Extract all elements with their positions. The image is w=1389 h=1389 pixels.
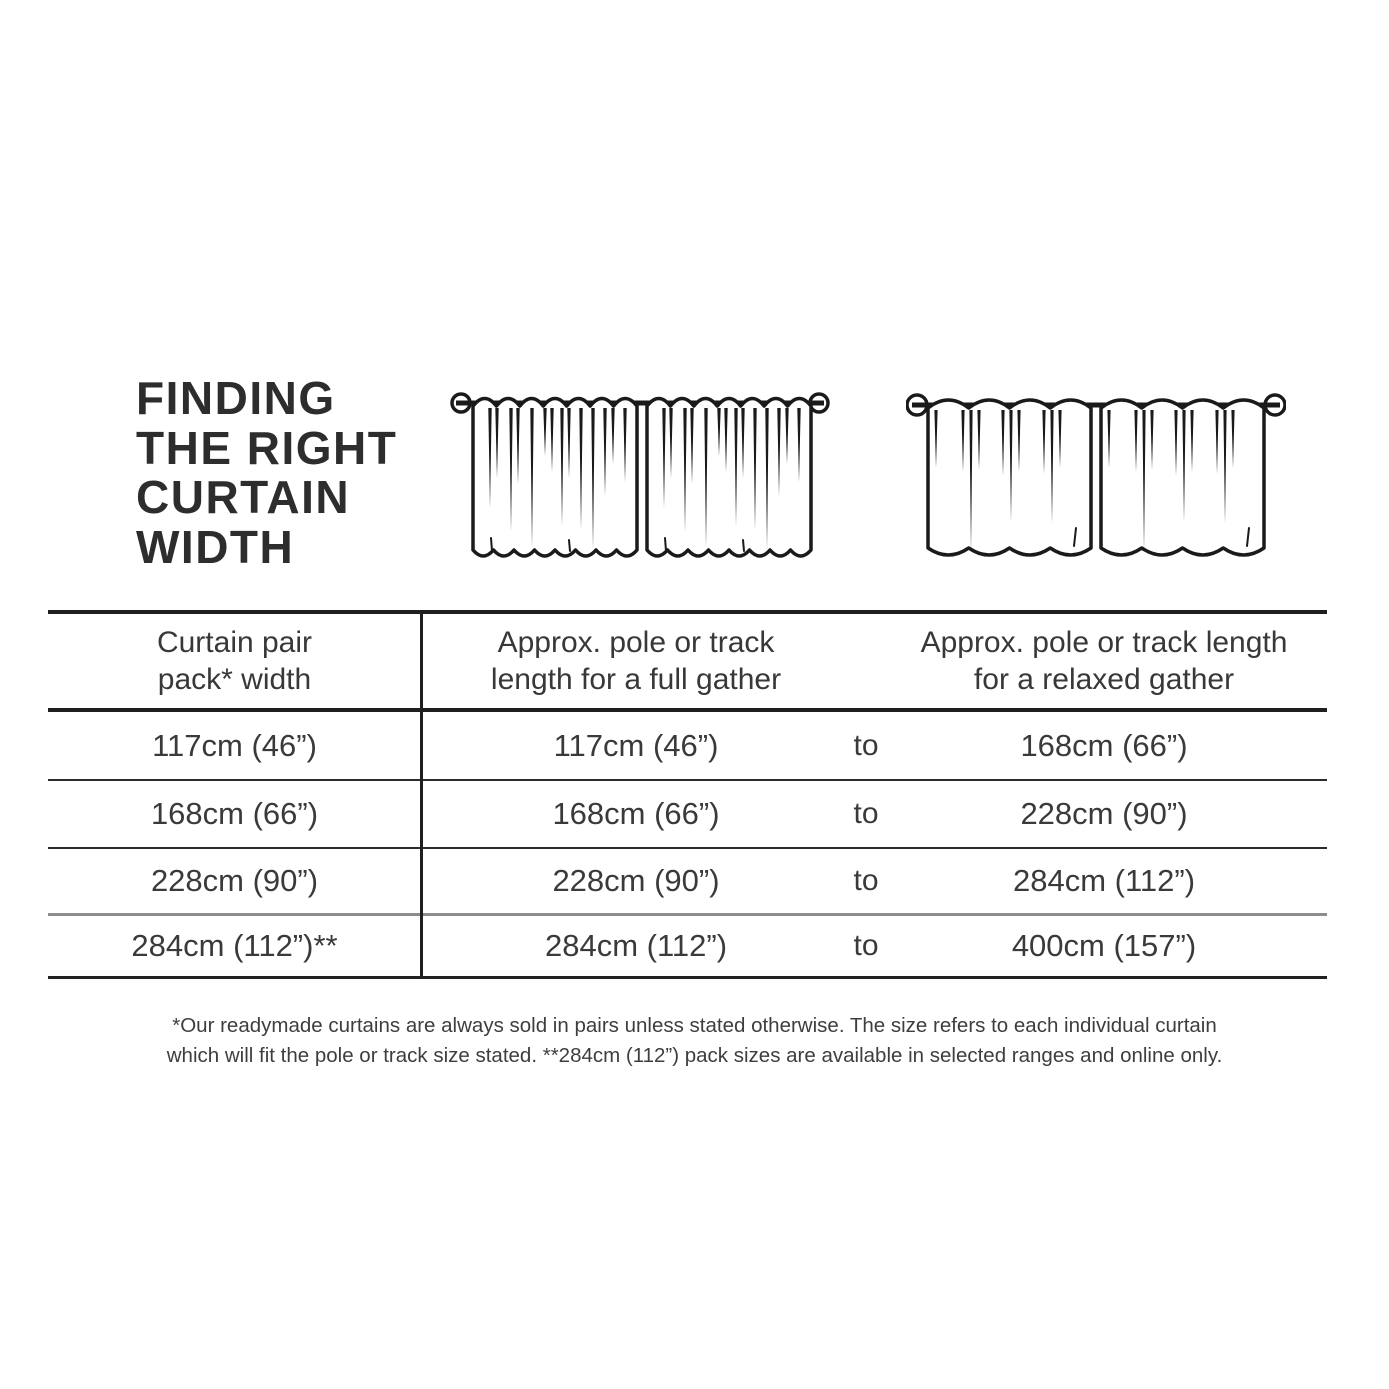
cell-pack-width: 117cm (46”) — [152, 727, 317, 763]
col-header-relaxed-gather — [881, 624, 1327, 698]
cell-relaxed-gather-length: 168cm (66”) — [1020, 727, 1188, 763]
cell-pack-width: 168cm (66”) — [150, 796, 319, 831]
cell-full-gather-length: 284cm (112”) — [544, 928, 728, 963]
cell-pack-width: 284cm (112”)** — [131, 928, 338, 963]
cell-relaxed-gather-length: 284cm (112”) — [1012, 863, 1196, 898]
cell-to: to — [853, 864, 879, 897]
table-column-divider — [420, 614, 423, 979]
page-title-line: THE RIGHT — [136, 421, 398, 474]
relaxed-gather-curtain-illustration — [906, 380, 1286, 570]
table-row — [48, 916, 1327, 979]
curtain-size-table — [48, 610, 1327, 979]
page-title — [136, 374, 397, 572]
cell-to: to — [853, 728, 879, 762]
table-row — [48, 781, 1327, 849]
table-header-row — [48, 614, 1327, 712]
cell-full-gather-length: 117cm (46”) — [553, 727, 719, 763]
header-line: Approx. pole or track length — [920, 626, 1288, 659]
header-line: Approx. pole or track — [497, 626, 775, 659]
col-header-full-gather — [421, 624, 851, 698]
footnote — [0, 1011, 1389, 1071]
curtain-pair-full-gather-icon — [450, 380, 830, 570]
cell-pack-width: 228cm (90”) — [150, 863, 319, 898]
header-line: length for a full gather — [490, 663, 782, 696]
table-row — [48, 712, 1327, 781]
page-title-line: WIDTH — [136, 520, 295, 573]
footnote-line: *Our readymade curtains are always sold in pairs unless stated otherwise. The size refers to each individual curtain — [172, 1014, 1217, 1037]
col-header-pack-width — [48, 624, 421, 698]
footnote-line: which will fit the pole or track size stated. **284cm (112”) pack sizes are available in selected ranges and online only. — [166, 1044, 1223, 1067]
cell-full-gather-length: 168cm (66”) — [552, 796, 720, 831]
page-title-line: FINDING — [136, 372, 336, 424]
cell-full-gather-length: 228cm (90”) — [552, 863, 720, 898]
cell-relaxed-gather-length: 228cm (90”) — [1020, 796, 1188, 831]
cell-to: to — [853, 929, 879, 962]
full-gather-curtain-illustration — [450, 380, 830, 570]
cell-relaxed-gather-length: 400cm (157”) — [1011, 928, 1197, 963]
page-title-line: CURTAIN — [136, 471, 351, 523]
header-line: Curtain pair — [156, 626, 313, 659]
cell-to: to — [853, 797, 879, 830]
curtain-pair-relaxed-gather-icon — [906, 380, 1286, 570]
header-line: pack* width — [157, 663, 312, 696]
header-line: for a relaxed gather — [973, 663, 1235, 696]
table-row — [48, 849, 1327, 916]
